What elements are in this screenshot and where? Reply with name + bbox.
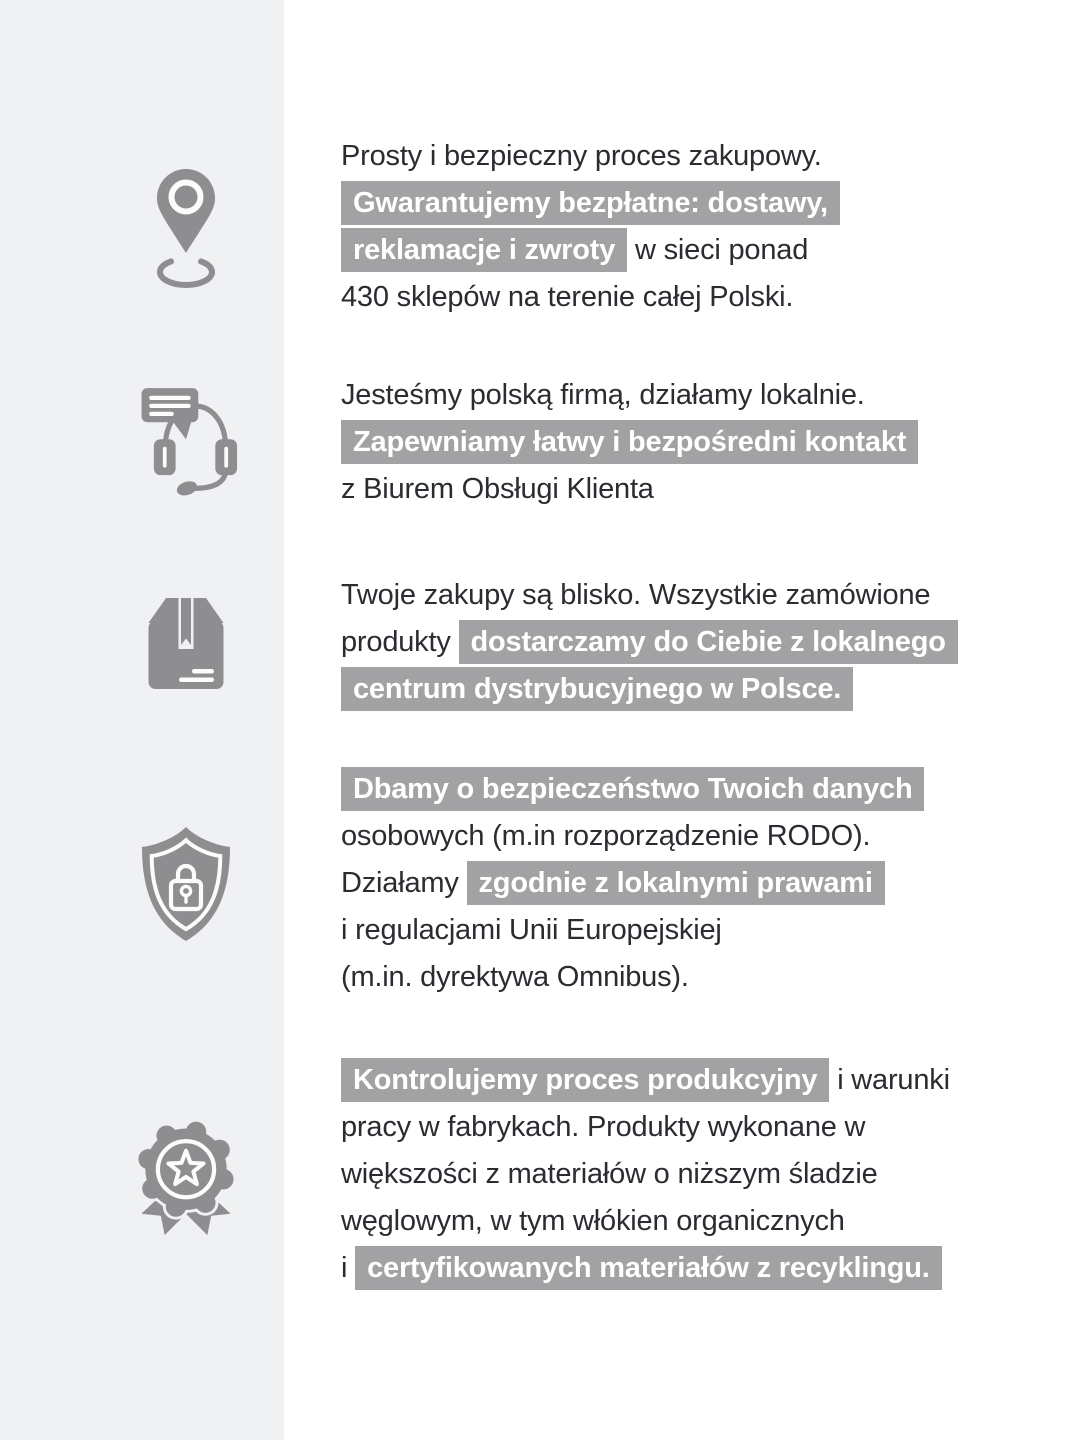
text-line — [341, 180, 1080, 227]
text-line — [341, 860, 1080, 907]
award-badge-icon — [132, 1113, 240, 1237]
text-line — [341, 1151, 1080, 1198]
shield-lock-icon — [138, 825, 234, 943]
plain-text: w sieci ponad — [627, 234, 809, 266]
text-cell — [284, 133, 1080, 321]
text-line — [341, 274, 1080, 321]
plain-text: 430 sklepów na terenie całej Polski. — [341, 281, 794, 313]
plain-text: i regulacjami Unii Europejskiej — [341, 914, 722, 946]
highlighted-text: reklamacje i zwroty — [341, 228, 627, 272]
highlighted-text: Zapewniamy łatwy i bezpośredni kontakt — [341, 420, 918, 464]
plain-text: Działamy — [341, 867, 467, 899]
text-line — [341, 572, 1080, 619]
package-icon — [147, 595, 225, 691]
icon-cell — [0, 165, 284, 289]
plain-text: węglowym, w tym włókien organicznych — [341, 1205, 845, 1237]
highlighted-text: Kontrolujemy proces produkcyjny — [341, 1058, 829, 1102]
text-line — [341, 372, 1080, 419]
feature-section-contact — [0, 372, 1080, 513]
highlighted-text: certyfikowanych materiałów z recyklingu. — [355, 1246, 942, 1290]
text-line — [341, 954, 1080, 1001]
plain-text: Twoje zakupy są blisko. Wszystkie zamówione — [341, 579, 931, 611]
feature-section-stores — [0, 133, 1080, 321]
feature-section-security — [0, 766, 1080, 1001]
location-pin-icon — [151, 165, 221, 289]
text-cell — [284, 572, 1080, 713]
plain-text: i warunki — [829, 1064, 950, 1096]
plain-text: pracy w fabrykach. Produkty wykonane w — [341, 1111, 866, 1143]
text-line — [341, 666, 1080, 713]
plain-text: Jesteśmy polską firmą, działamy lokalnie. — [341, 379, 865, 411]
text-line — [341, 1057, 1080, 1104]
text-line — [341, 1245, 1080, 1292]
highlighted-text: Gwarantujemy bezpłatne: dostawy, — [341, 181, 840, 225]
plain-text: Prosty i bezpieczny proces zakupowy. — [341, 140, 822, 172]
text-cell — [284, 372, 1080, 513]
text-line — [341, 1198, 1080, 1245]
text-line — [341, 813, 1080, 860]
plain-text: z Biurem Obsługi Klienta — [341, 473, 654, 505]
highlighted-text: zgodnie z lokalnymi prawami — [467, 861, 885, 905]
highlighted-text: centrum dystrybucyjnego w Polsce. — [341, 667, 853, 711]
text-line — [341, 419, 1080, 466]
feature-section-delivery — [0, 572, 1080, 713]
text-line — [341, 133, 1080, 180]
plain-text: i — [341, 1252, 356, 1284]
icon-cell — [0, 382, 284, 504]
text-line — [341, 1104, 1080, 1151]
feature-section-production — [0, 1057, 1080, 1292]
icon-cell — [0, 595, 284, 691]
headset-chat-icon — [134, 382, 238, 504]
plain-text: osobowych (m.in rozporządzenie RODO). — [341, 820, 871, 852]
text-cell — [284, 1057, 1080, 1292]
plain-text: większości z materiałów o niższym śladzie — [341, 1158, 878, 1190]
plain-text: produkty — [341, 626, 459, 658]
highlighted-text: dostarczamy do Ciebie z lokalnego — [459, 620, 958, 664]
text-line — [341, 466, 1080, 513]
text-cell — [284, 766, 1080, 1001]
text-line — [341, 766, 1080, 813]
text-line — [341, 907, 1080, 954]
icon-cell — [0, 825, 284, 943]
text-line — [341, 619, 1080, 666]
text-line — [341, 227, 1080, 274]
highlighted-text: Dbamy o bezpieczeństwo Twoich danych — [341, 767, 924, 811]
icon-cell — [0, 1113, 284, 1237]
plain-text: (m.in. dyrektywa Omnibus). — [341, 961, 689, 993]
